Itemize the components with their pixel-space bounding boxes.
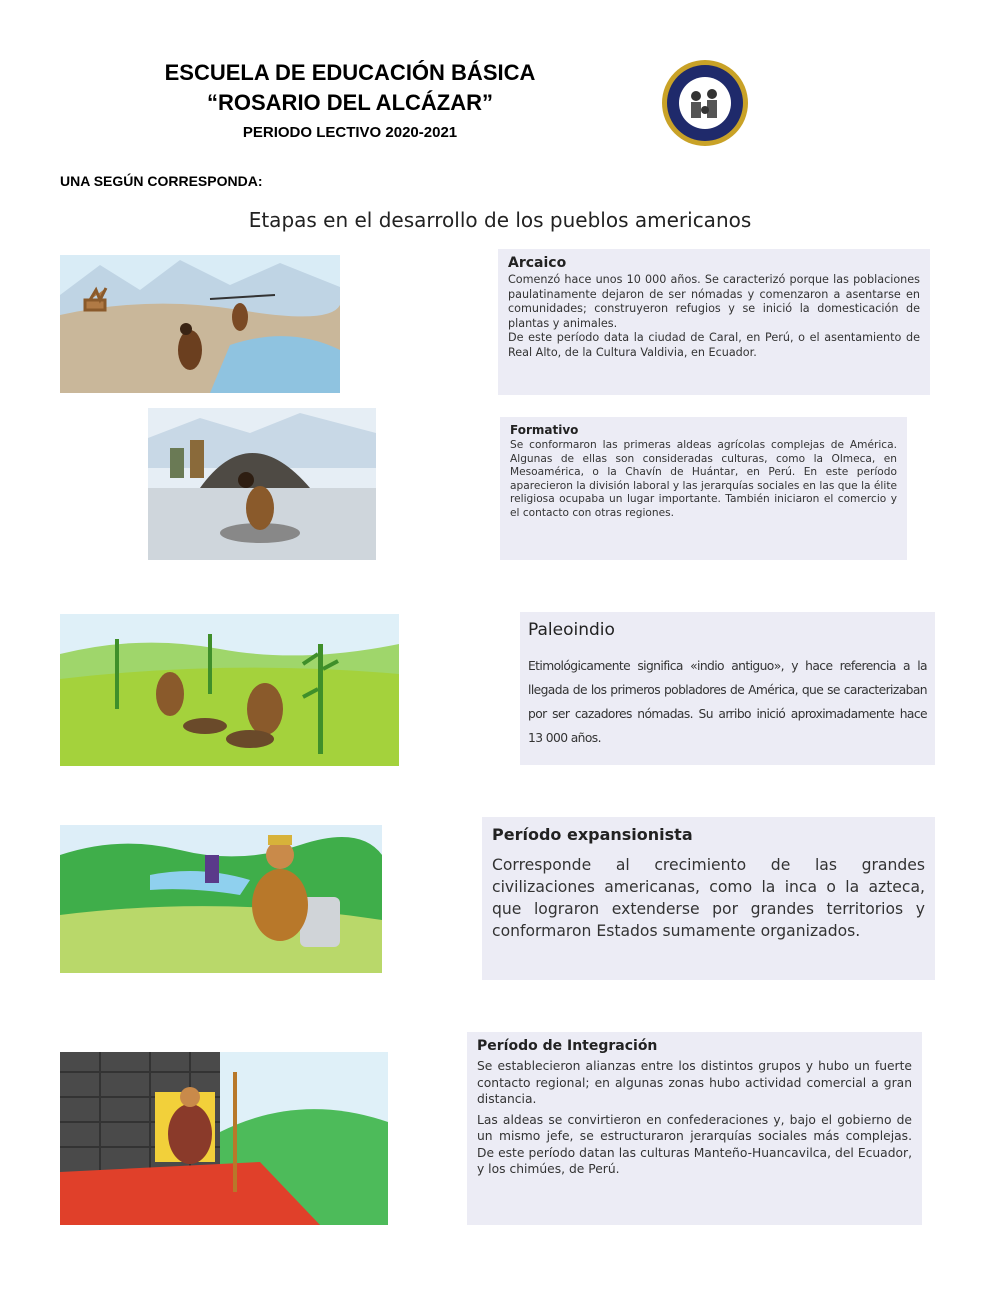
- instruction: UNA SEGÚN CORRESPONDA:: [60, 173, 263, 189]
- card-heading: Arcaico: [508, 255, 567, 271]
- card-periodo-expansionista: [482, 817, 935, 980]
- card-paragraph: Se establecieron alianzas entre los distintos grupos y hubo un fuerte contacto regional; en algunas zonas hubo actividad comercial a gran distancia.: [477, 1059, 912, 1106]
- card-formativo: [500, 417, 907, 560]
- card-arcaico: [498, 249, 930, 395]
- card-paragraph: Las aldeas se convirtieron en confederaciones y, bajo el gobierno de un mismo jefe, se estructuraron jerarquías sociales más complejas. De este período datan las culturas Manteño-Huancavilca, del Ecuador, y los chimúes, de Perú.: [477, 1112, 912, 1176]
- card-heading: Período de Integración: [477, 1038, 658, 1054]
- school-name: ESCUELA DE EDUCACIÓN BÁSICA: [164, 60, 536, 85]
- card-paleoindio: [520, 612, 935, 765]
- illustration-village-hut: [60, 408, 376, 560]
- illustration-corn-harvest: [60, 614, 399, 766]
- illustration-hunters: [60, 255, 340, 393]
- card-paragraph: Comenzó hace unos 10 000 años. Se caracterizó porque las poblaciones paulatinamente dejaron de ser nómadas y comenzaron a asentarse en comunidades; construyeron refugios y se inició la domesticación de plantas y animales.: [508, 273, 920, 330]
- illustration-throne: [60, 1052, 388, 1225]
- card-paragraph: Etimológicamente significa «indio antiguo», y hace referencia a la llegada de los primeros pobladores de América, que se caracterizaban por ser cazadores nómadas. Su arribo inició aproximadamente hace 13 000 años.: [528, 659, 927, 745]
- card-paragraph: De este período data la ciudad de Caral, en Perú, o el asentamiento de Real Alto, de la Cultura Valdivia, en Ecuador.: [508, 331, 920, 359]
- card-heading: Formativo: [510, 423, 579, 437]
- school-seal-logo: [660, 58, 750, 148]
- school-period: PERIODO LECTIVO 2020-2021: [242, 124, 458, 141]
- card-heading: Período expansionista: [492, 825, 693, 844]
- card-paragraph: Corresponde al crecimiento de las grandes civilizaciones americanas, como la inca o la azteca, que lograron extenderse por grandes territorios y conformaron Estados sumamente organizados.: [492, 856, 925, 940]
- card-heading: Paleoindio: [528, 620, 615, 640]
- illustration-inca-ruler: [60, 825, 382, 973]
- card-periodo-integracion: [467, 1032, 922, 1225]
- card-paragraph: Se conformaron las primeras aldeas agrícolas complejas de América. Algunas de ellas son consideradas culturas, como la Olmeca, en Mesoamérica, o la Chavín de Huántar, en Perú. En este período aparecieron la división laboral y las jerarquías sociales en las que la élite religiosa ocupaba un lugar importante. También iniciaron el comercio y el contacto con otras regiones.: [510, 439, 897, 519]
- document-title: Etapas en el desarrollo de los pueblos americanos: [248, 208, 752, 232]
- school-subtitle: “ROSARIO DEL ALCÁZAR”: [207, 90, 493, 115]
